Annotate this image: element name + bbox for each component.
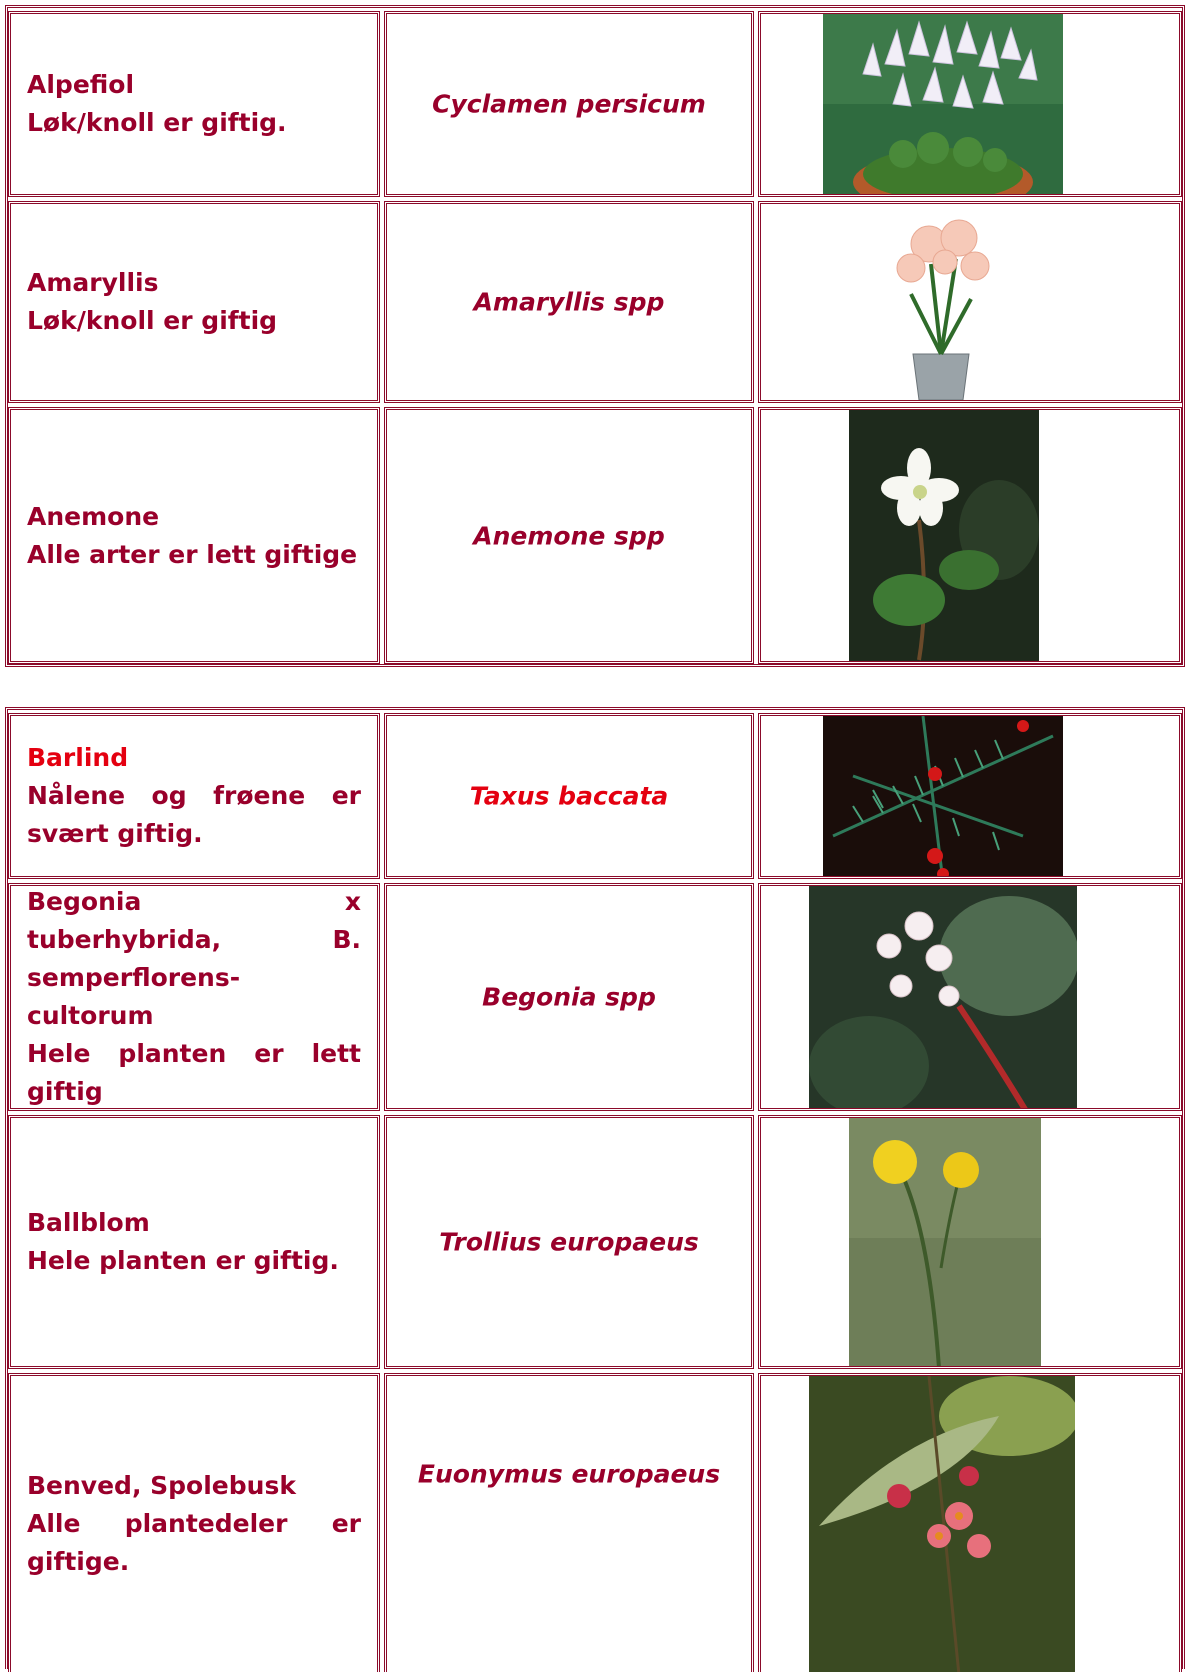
- table-row: [8, 883, 1182, 1111]
- anemone-photo-icon: [849, 410, 1039, 661]
- toxicity-note: Løk/knoll er giftig: [27, 306, 278, 335]
- latin-name-cell: [384, 1115, 754, 1369]
- common-name: Anemone: [27, 501, 160, 531]
- common-name-cell: [8, 713, 380, 879]
- latin-name: Amaryllis spp: [473, 287, 665, 317]
- table-row: [8, 1115, 1182, 1369]
- latin-name-cell: [384, 713, 754, 879]
- table-row: [8, 407, 1182, 664]
- image-cell: [758, 201, 1182, 403]
- latin-name: Trollius europaeus: [439, 1227, 699, 1257]
- table-row: [8, 201, 1182, 403]
- common-name-cell: [8, 1115, 380, 1369]
- toxicity-note: Hele planten er giftig.: [27, 1246, 339, 1275]
- spindle-photo-icon: [809, 1376, 1075, 1672]
- globeflower-photo-icon: [849, 1118, 1041, 1366]
- latin-name-cell: [384, 1373, 754, 1672]
- toxicity-note: Alle arter er lett giftige: [27, 539, 358, 569]
- amaryllis-photo-icon: [871, 204, 1011, 400]
- common-name: Barlind: [27, 743, 129, 772]
- toxicity-note: Nålene og frøene er svært giftig.: [27, 781, 361, 848]
- image-cell: [758, 713, 1182, 879]
- image-cell: [758, 11, 1182, 197]
- common-name-cell: [8, 201, 380, 403]
- toxicity-note: Løk/knoll er giftig.: [27, 108, 287, 137]
- common-name-cell: [8, 407, 380, 664]
- image-cell: [758, 407, 1182, 664]
- image-cell: [758, 1373, 1182, 1672]
- image-cell: [758, 883, 1182, 1111]
- common-name: Ballblom: [27, 1208, 150, 1237]
- common-name: Alpefiol: [27, 70, 135, 99]
- common-name: Begonia x tuberhybrida, B. semperflorens-cultorum: [27, 887, 361, 1030]
- plant-table-2: [5, 707, 1185, 1669]
- latin-name-cell: [384, 11, 754, 197]
- table-row: [8, 1373, 1182, 1672]
- common-name: Amaryllis: [27, 268, 159, 297]
- toxicity-note: Hele planten er lett giftig: [27, 1039, 361, 1106]
- latin-name: Begonia spp: [482, 982, 656, 1012]
- common-name-cell: [8, 1373, 380, 1672]
- image-cell: [758, 1115, 1182, 1369]
- toxicity-note: Alle plantedeler er giftige.: [27, 1509, 361, 1576]
- common-name-cell: [8, 11, 380, 197]
- latin-name-cell: [384, 883, 754, 1111]
- latin-name: Euonymus europaeus: [417, 1459, 721, 1489]
- common-name-cell: [8, 883, 380, 1111]
- table-row: [8, 713, 1182, 879]
- latin-name-cell: [384, 201, 754, 403]
- cyclamen-photo-icon: [823, 14, 1063, 194]
- table-row: [8, 11, 1182, 197]
- plant-table-1: [5, 5, 1185, 667]
- common-name: Benved, Spolebusk: [27, 1471, 296, 1500]
- yew-photo-icon: [823, 716, 1063, 876]
- latin-name: Taxus baccata: [469, 781, 669, 811]
- latin-name: Cyclamen persicum: [432, 89, 706, 119]
- latin-name: Anemone spp: [473, 521, 665, 550]
- begonia-photo-icon: [809, 886, 1077, 1108]
- latin-name-cell: [384, 407, 754, 664]
